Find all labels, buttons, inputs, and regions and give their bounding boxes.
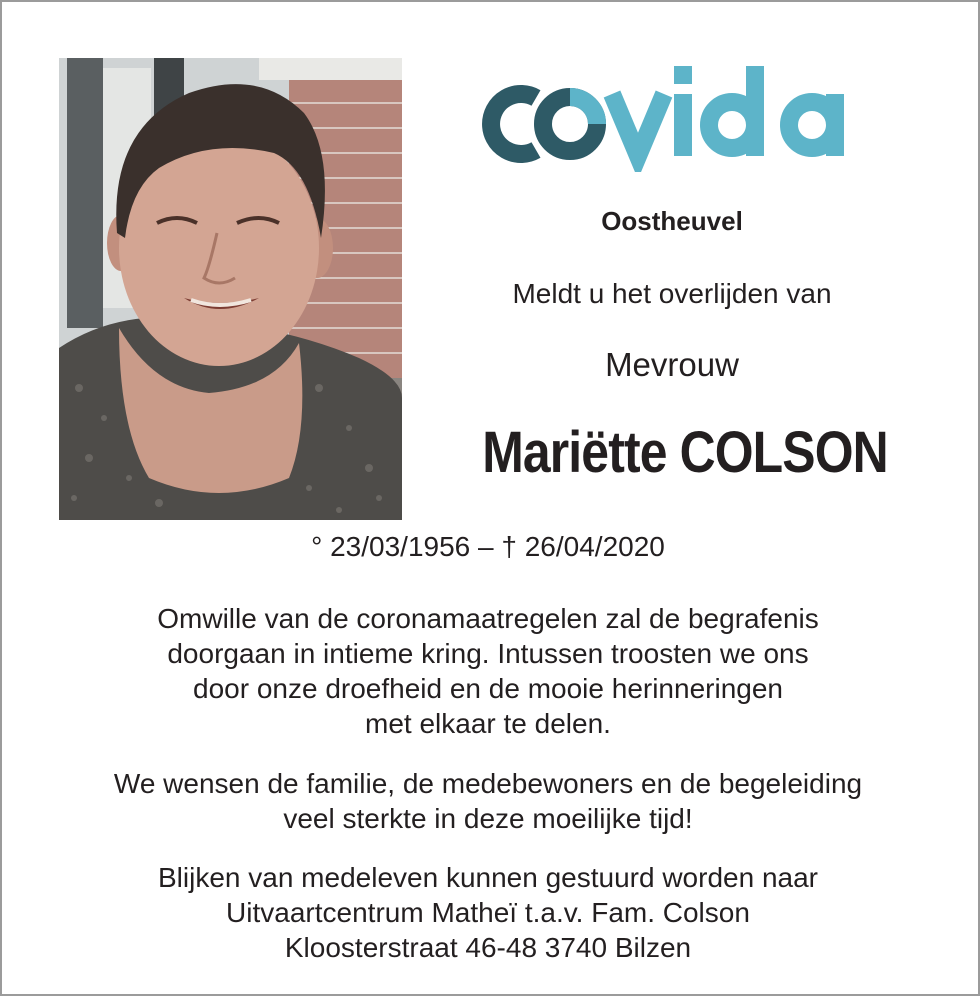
life-dates: ° 23/03/1956 – † 26/04/2020 (311, 531, 665, 562)
paragraph-line: We wensen de familie, de medebewoners en de begeleiding (113, 768, 863, 799)
paragraph-condolence-wish (20, 766, 956, 836)
paragraph-line: door onze droefheid en de mooie herinneringen (193, 673, 783, 704)
paragraph-line: doorgaan in intieme kring. Intussen troosten we ons (167, 638, 809, 669)
location-heading: Oostheuvel (601, 206, 743, 236)
paragraph-address (20, 860, 956, 965)
covida-logo (478, 62, 882, 172)
paragraph-line: Uitvaartcentrum Matheï t.a.v. Fam. Colson (226, 897, 750, 928)
paragraph-line: Omwille van de coronamaatregelen zal de begrafenis (157, 603, 819, 634)
paragraph-line: veel sterkte in deze moeilijke tijd! (283, 803, 693, 834)
portrait-photo (59, 58, 402, 520)
paragraph-line: Blijken van medeleven kunnen gestuurd worden naar (158, 862, 818, 893)
paragraph-line: met elkaar te delen. (365, 708, 611, 739)
salutation-text: Mevrouw (605, 346, 739, 383)
paragraph-funeral-notice (20, 601, 956, 741)
announcement-text: Meldt u het overlijden van (512, 278, 832, 309)
deceased-name: Mariëtte COLSON (482, 420, 888, 485)
paragraph-line: Kloosterstraat 46-48 3740 Bilzen (284, 932, 692, 963)
